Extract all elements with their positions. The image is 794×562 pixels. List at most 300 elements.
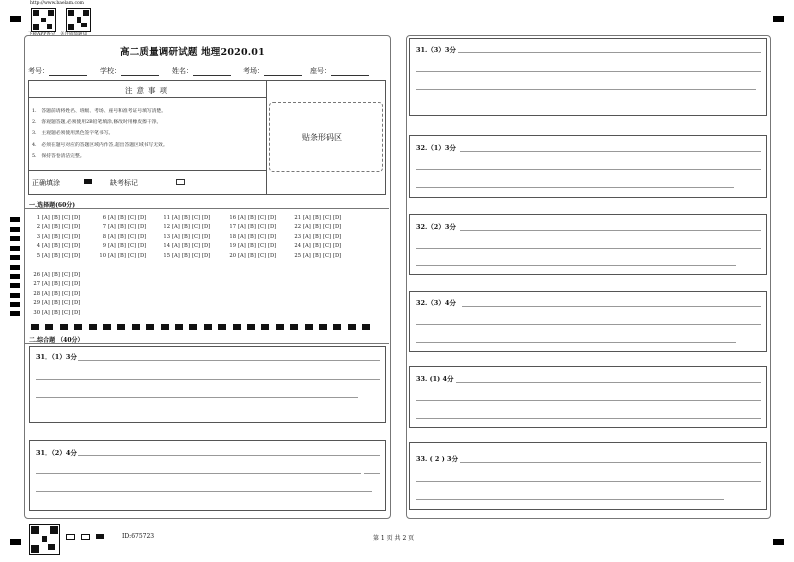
notice-title: 注意事项 (125, 86, 171, 95)
field-school (100, 66, 159, 76)
question-number: 12 (163, 224, 170, 230)
choice-d-bubble[interactable]: [D] (202, 243, 211, 249)
choice-c-bubble[interactable]: [C] (62, 243, 71, 249)
separator-dash (362, 324, 370, 330)
question-14-choices (160, 243, 212, 249)
choice-a-bubble[interactable]: [A] (108, 224, 116, 230)
question-22-choices (291, 224, 343, 230)
choice-c-bubble[interactable]: [C] (62, 253, 71, 259)
choice-b-bubble[interactable]: [B] (182, 253, 190, 259)
choice-a-bubble[interactable]: [A] (42, 253, 50, 259)
separator-dash (161, 324, 169, 330)
choice-a-bubble[interactable]: [A] (42, 291, 50, 297)
choice-d-bubble[interactable]: [D] (138, 243, 147, 249)
choice-b-bubble[interactable]: [B] (52, 215, 60, 221)
barcode-label: 贴条形码区 (302, 133, 342, 142)
question-number: 29 (33, 300, 40, 306)
question-9-choices (96, 243, 148, 249)
notice-item-2: 2. 客观题答题,必须使用2B铅笔填涂,修改时用橡皮擦干净。 (32, 120, 162, 125)
question-19-choices (226, 243, 278, 249)
choice-d-bubble[interactable]: [D] (72, 291, 81, 297)
question-number: 21 (294, 215, 301, 221)
choice-a-bubble[interactable]: [A] (238, 224, 246, 230)
question-25-choices (291, 253, 343, 259)
choice-d-bubble[interactable]: [D] (268, 243, 277, 249)
choice-b-bubble[interactable]: [B] (118, 215, 126, 221)
absent-mark-box[interactable] (176, 179, 185, 185)
choice-a-bubble[interactable]: [A] (303, 224, 311, 230)
choice-b-bubble[interactable]: [B] (118, 224, 126, 230)
choice-c-bubble[interactable]: [C] (62, 272, 71, 278)
choice-b-bubble[interactable]: [B] (52, 310, 60, 316)
question-6-choices (96, 215, 148, 221)
field-exam-room-label: 考场： (243, 67, 264, 75)
choice-d-bubble[interactable]: [D] (333, 215, 342, 221)
choice-b-bubble[interactable]: [B] (52, 291, 60, 297)
q31-2-label: 31．（2）4分 (36, 449, 77, 457)
separator-dash (31, 324, 39, 330)
section1-divider (24, 208, 389, 209)
field-exam-room (243, 66, 302, 76)
choice-d-bubble[interactable]: [D] (202, 224, 211, 230)
choice-c-bubble[interactable]: [C] (128, 215, 137, 221)
timing-mark (10, 302, 20, 307)
notice-item-5: 5. 保持答卷清洁完整。 (32, 154, 85, 159)
question-20-choices (226, 253, 278, 259)
choice-b-bubble[interactable]: [B] (313, 234, 321, 240)
question-number: 14 (163, 243, 170, 249)
footer-marker-3 (96, 534, 104, 539)
separator-dash (189, 324, 197, 330)
answer-box-31-2 (29, 440, 386, 511)
choice-d-bubble[interactable]: [D] (268, 253, 277, 259)
field-exam-number-label: 考号： (28, 67, 49, 75)
choice-b-bubble[interactable]: [B] (248, 234, 256, 240)
q33-2-label: 33. ( 2 ) 3分 (416, 455, 459, 463)
choice-a-bubble[interactable]: [A] (42, 243, 50, 249)
choice-d-bubble[interactable]: [D] (333, 253, 342, 259)
separator-dash (103, 324, 111, 330)
choice-c-bubble[interactable]: [C] (258, 215, 267, 221)
separator-dash (261, 324, 269, 330)
choice-c-bubble[interactable]: [C] (128, 224, 137, 230)
question-number: 20 (229, 253, 236, 259)
question-number: 30 (33, 310, 40, 316)
separator-dash (319, 324, 327, 330)
choice-b-bubble[interactable]: [B] (52, 224, 60, 230)
timing-mark (10, 227, 20, 232)
field-name-label: 姓名： (172, 67, 193, 75)
question-number: 17 (229, 224, 236, 230)
choice-b-bubble[interactable]: [B] (52, 253, 60, 259)
choice-b-bubble[interactable]: [B] (313, 215, 321, 221)
choice-d-bubble[interactable]: [D] (72, 243, 81, 249)
q32-2-label: 32.（2）3分 (416, 223, 456, 231)
separator-dash (305, 324, 313, 330)
choice-c-bubble[interactable]: [C] (62, 224, 71, 230)
separator-dash (233, 324, 241, 330)
question-12-choices (160, 224, 212, 230)
separator-dash (247, 324, 255, 330)
section1-title: 一.选择题(60分) (29, 202, 76, 209)
answer-line[interactable] (460, 151, 761, 152)
question-21-choices (291, 215, 343, 221)
answer-line[interactable] (416, 187, 734, 188)
answer-line[interactable] (78, 455, 380, 456)
answer-line[interactable] (36, 379, 380, 380)
section2-title: 二.综合题 （40分） (29, 337, 84, 344)
choice-a-bubble[interactable]: [A] (303, 253, 311, 259)
choice-a-bubble[interactable]: [A] (172, 243, 180, 249)
answer-line[interactable] (416, 169, 761, 170)
choice-c-bubble[interactable]: [C] (192, 215, 201, 221)
separator-dash (204, 324, 212, 330)
choice-d-bubble[interactable]: [D] (72, 253, 81, 259)
notice-item-4: 4. 必须在题号对应的答题区域内作答,超出答题区域书写无效。 (32, 143, 168, 148)
choice-d-bubble[interactable]: [D] (72, 281, 81, 287)
separator-dash (60, 324, 68, 330)
choice-a-bubble[interactable]: [A] (303, 234, 311, 240)
question-7-choices (96, 224, 148, 230)
separator-dash (117, 324, 125, 330)
question-number: 27 (33, 281, 40, 287)
choice-d-bubble[interactable]: [D] (138, 234, 147, 240)
section2-divider (24, 343, 389, 344)
q33-1-label: 33. (1) 4分 (416, 375, 454, 383)
choice-b-bubble[interactable]: [B] (182, 215, 190, 221)
choice-c-bubble[interactable]: [C] (323, 243, 332, 249)
footer-marker-1 (66, 534, 75, 540)
question-3-choices (30, 234, 82, 240)
timing-mark (10, 246, 20, 251)
question-number: 5 (36, 253, 40, 259)
notice-divider-bottom (28, 170, 266, 171)
notify-qr-code (66, 8, 91, 32)
answer-line[interactable] (460, 462, 761, 463)
choice-c-bubble[interactable]: [C] (128, 234, 137, 240)
choice-c-bubble[interactable]: [C] (62, 234, 71, 240)
choice-b-bubble[interactable]: [B] (313, 243, 321, 249)
question-number: 6 (102, 215, 106, 221)
choice-c-bubble[interactable]: [C] (323, 253, 332, 259)
top-url: http://www.baelam.com (30, 1, 84, 6)
question-15-choices (160, 253, 212, 259)
choice-d-bubble[interactable]: [D] (268, 224, 277, 230)
choice-a-bubble[interactable]: [A] (238, 215, 246, 221)
notice-item-3: 3. 主观题必须使用黑色签字笔书写。 (32, 131, 114, 136)
answer-line[interactable] (416, 265, 736, 266)
timing-mark (10, 255, 20, 260)
qr-caption-notify: 关注成绩通知 (60, 32, 87, 37)
separator-dash (290, 324, 298, 330)
timing-mark (10, 217, 20, 222)
question-number: 15 (163, 253, 170, 259)
footer-marker-2 (81, 534, 90, 540)
answer-line[interactable] (462, 306, 761, 307)
question-number: 16 (229, 215, 236, 221)
choice-c-bubble[interactable]: [C] (192, 224, 201, 230)
answer-line[interactable] (416, 400, 761, 401)
field-school-label: 学校： (100, 67, 121, 75)
answer-line[interactable] (416, 418, 761, 419)
answer-line[interactable] (416, 248, 761, 249)
exam-title: 高二质量调研试题 地理2020.01 (120, 47, 265, 58)
choice-c-bubble[interactable]: [C] (258, 234, 267, 240)
question-number: 19 (229, 243, 236, 249)
separator-dash (333, 324, 341, 330)
answer-line[interactable] (364, 473, 380, 474)
choice-b-bubble[interactable]: [B] (52, 272, 60, 278)
question-number: 25 (294, 253, 301, 259)
question-number: 26 (33, 272, 40, 278)
fill-correct-sample (84, 179, 92, 184)
absent-mark-label: 缺考标记 (110, 179, 138, 187)
question-23-choices (291, 234, 343, 240)
choice-c-bubble[interactable]: [C] (62, 281, 71, 287)
choice-c-bubble[interactable]: [C] (323, 215, 332, 221)
footer-qr-code (29, 524, 60, 555)
answer-line[interactable] (416, 71, 761, 72)
question-8-choices (96, 234, 148, 240)
field-exam-room-line[interactable] (264, 68, 302, 76)
answer-line[interactable] (456, 382, 761, 383)
question-number: 8 (102, 234, 106, 240)
field-seat-line[interactable] (331, 68, 369, 76)
notice-divider-title (28, 97, 266, 98)
choice-d-bubble[interactable]: [D] (202, 215, 211, 221)
question-4-choices (30, 243, 82, 249)
choice-b-bubble[interactable]: [B] (313, 253, 321, 259)
answer-line[interactable] (458, 52, 761, 53)
answer-line[interactable] (416, 89, 756, 90)
separator-dash (146, 324, 154, 330)
choice-b-bubble[interactable]: [B] (52, 300, 60, 306)
question-29-choices (30, 300, 82, 306)
answer-line[interactable] (460, 230, 761, 231)
choice-c-bubble[interactable]: [C] (323, 224, 332, 230)
timing-mark (10, 293, 20, 298)
choice-c-bubble[interactable]: [C] (192, 243, 201, 249)
question-number: 22 (294, 224, 301, 230)
answer-line[interactable] (36, 397, 358, 398)
choice-b-bubble[interactable]: [B] (52, 243, 60, 249)
choice-d-bubble[interactable]: [D] (333, 243, 342, 249)
choice-a-bubble[interactable]: [A] (303, 243, 311, 249)
field-seat-label: 座号： (310, 67, 331, 75)
field-exam-number (28, 66, 87, 76)
question-number: 3 (36, 234, 40, 240)
choice-d-bubble[interactable]: [D] (268, 234, 277, 240)
fill-correct-label: 正确填涂 (32, 179, 60, 187)
q31-1-label: 31．（1）3分 (36, 353, 77, 361)
choice-c-bubble[interactable]: [C] (128, 253, 137, 259)
choice-b-bubble[interactable]: [B] (118, 243, 126, 249)
question-28-choices (30, 291, 82, 297)
choice-a-bubble[interactable]: [A] (238, 234, 246, 240)
question-number: 9 (102, 243, 106, 249)
choice-b-bubble[interactable]: [B] (313, 224, 321, 230)
notice-item-1: 1. 答题前请将姓名、班级、考场、座号和准考证号填写清楚。 (32, 109, 167, 114)
choice-a-bubble[interactable]: [A] (172, 234, 180, 240)
answer-line[interactable] (416, 342, 736, 343)
separator-dash (175, 324, 183, 330)
choice-b-bubble[interactable]: [B] (182, 224, 190, 230)
choice-a-bubble[interactable]: [A] (42, 234, 50, 240)
choice-a-bubble[interactable]: [A] (108, 215, 116, 221)
choice-a-bubble[interactable]: [A] (108, 253, 116, 259)
choice-d-bubble[interactable]: [D] (72, 224, 81, 230)
choice-b-bubble[interactable]: [B] (52, 234, 60, 240)
choice-d-bubble[interactable]: [D] (138, 224, 147, 230)
corner-mark-bottom-right (773, 539, 784, 545)
timing-mark (10, 283, 20, 288)
choice-c-bubble[interactable]: [C] (258, 253, 267, 259)
choice-d-bubble[interactable]: [D] (333, 224, 342, 230)
choice-b-bubble[interactable]: [B] (248, 253, 256, 259)
question-27-choices (30, 281, 82, 287)
choice-d-bubble[interactable]: [D] (138, 253, 147, 259)
corner-mark-top-left (10, 16, 21, 22)
question-24-choices (291, 243, 343, 249)
choice-b-bubble[interactable]: [B] (248, 215, 256, 221)
choice-c-bubble[interactable]: [C] (62, 300, 71, 306)
separator-dash (218, 324, 226, 330)
footer-page-number: 第 1 页 共 2 页 (373, 535, 415, 542)
question-number: 13 (163, 234, 170, 240)
choice-d-bubble[interactable]: [D] (72, 234, 81, 240)
choice-c-bubble[interactable]: [C] (128, 243, 137, 249)
question-16-choices (226, 215, 278, 221)
question-number: 10 (99, 253, 106, 259)
choice-a-bubble[interactable]: [A] (42, 281, 50, 287)
choice-a-bubble[interactable]: [A] (172, 215, 180, 221)
question-17-choices (226, 224, 278, 230)
timing-mark (10, 274, 20, 279)
question-number: 23 (294, 234, 301, 240)
question-number: 24 (294, 243, 301, 249)
field-name (172, 66, 231, 76)
question-1-choices (30, 215, 82, 221)
separator-dash (45, 324, 53, 330)
choice-d-bubble[interactable]: [D] (72, 215, 81, 221)
choice-a-bubble[interactable]: [A] (108, 234, 116, 240)
choice-a-bubble[interactable]: [A] (108, 243, 116, 249)
choice-c-bubble[interactable]: [C] (62, 291, 71, 297)
answer-line[interactable] (36, 473, 361, 474)
choice-b-bubble[interactable]: [B] (182, 243, 190, 249)
corner-mark-top-right (773, 16, 784, 22)
answer-box-32-1 (409, 135, 767, 198)
choice-b-bubble[interactable]: [B] (118, 234, 126, 240)
choice-a-bubble[interactable]: [A] (42, 224, 50, 230)
choice-a-bubble[interactable]: [A] (172, 224, 180, 230)
choice-b-bubble[interactable]: [B] (52, 281, 60, 287)
choice-a-bubble[interactable]: [A] (42, 215, 50, 221)
field-seat (310, 66, 369, 76)
answer-box-31-1 (29, 346, 386, 423)
answer-line[interactable] (36, 491, 372, 492)
question-number: 11 (163, 215, 170, 221)
footer-id: ID:675723 (122, 533, 155, 540)
question-number: 7 (102, 224, 106, 230)
choice-d-bubble[interactable]: [D] (202, 234, 211, 240)
choice-a-bubble[interactable]: [A] (172, 253, 180, 259)
choice-b-bubble[interactable]: [B] (182, 234, 190, 240)
question-10-choices (96, 253, 148, 259)
q31-3-label: 31.（3）3分 (416, 46, 456, 54)
separator-dash (74, 324, 82, 330)
q32-1-label: 32.（1）3分 (416, 144, 456, 152)
choice-c-bubble[interactable]: [C] (258, 243, 267, 249)
answer-line[interactable] (416, 324, 761, 325)
question-5-choices (30, 253, 82, 259)
q32-3-label: 32.（3）4分 (416, 299, 456, 307)
notice-divider-vertical (266, 80, 267, 194)
choice-c-bubble[interactable]: [C] (192, 234, 201, 240)
choice-d-bubble[interactable]: [D] (72, 272, 81, 278)
choice-a-bubble[interactable]: [A] (42, 272, 50, 278)
question-11-choices (160, 215, 212, 221)
choice-d-bubble[interactable]: [D] (202, 253, 211, 259)
question-18-choices (226, 234, 278, 240)
choice-a-bubble[interactable]: [A] (238, 243, 246, 249)
timing-mark (10, 236, 20, 241)
question-number: 1 (36, 215, 40, 221)
answer-line[interactable] (78, 360, 380, 361)
field-school-line[interactable] (121, 68, 159, 76)
question-number: 2 (36, 224, 40, 230)
choice-d-bubble[interactable]: [D] (72, 300, 81, 306)
question-13-choices (160, 234, 212, 240)
answer-box-31-3 (409, 38, 767, 116)
timing-mark (10, 311, 20, 316)
choice-a-bubble[interactable]: [A] (42, 310, 50, 316)
timing-mark (10, 265, 20, 270)
corner-mark-bottom-left (10, 539, 21, 545)
answer-line[interactable] (416, 481, 761, 482)
question-2-choices (30, 224, 82, 230)
choice-b-bubble[interactable]: [B] (248, 243, 256, 249)
qr-caption-app: 下载APP查分 (28, 32, 56, 37)
choice-b-bubble[interactable]: [B] (248, 224, 256, 230)
field-name-line[interactable] (193, 68, 231, 76)
question-26-choices (30, 272, 82, 278)
choice-c-bubble[interactable]: [C] (258, 224, 267, 230)
choice-d-bubble[interactable]: [D] (333, 234, 342, 240)
separator-dash (132, 324, 140, 330)
choice-b-bubble[interactable]: [B] (118, 253, 126, 259)
answer-line[interactable] (416, 499, 724, 500)
choice-c-bubble[interactable]: [C] (323, 234, 332, 240)
question-number: 4 (36, 243, 40, 249)
separator-dash (276, 324, 284, 330)
choice-d-bubble[interactable]: [D] (268, 215, 277, 221)
choice-d-bubble[interactable]: [D] (138, 215, 147, 221)
question-30-choices (30, 310, 82, 316)
separator-dash (348, 324, 356, 330)
choice-a-bubble[interactable]: [A] (238, 253, 246, 259)
choice-d-bubble[interactable]: [D] (72, 310, 81, 316)
choice-a-bubble[interactable]: [A] (303, 215, 311, 221)
field-exam-number-line[interactable] (49, 68, 87, 76)
separator-dash (89, 324, 97, 330)
question-number: 28 (33, 291, 40, 297)
choice-a-bubble[interactable]: [A] (42, 300, 50, 306)
choice-c-bubble[interactable]: [C] (62, 215, 71, 221)
choice-c-bubble[interactable]: [C] (192, 253, 201, 259)
choice-c-bubble[interactable]: [C] (62, 310, 71, 316)
app-qr-code (31, 8, 56, 32)
